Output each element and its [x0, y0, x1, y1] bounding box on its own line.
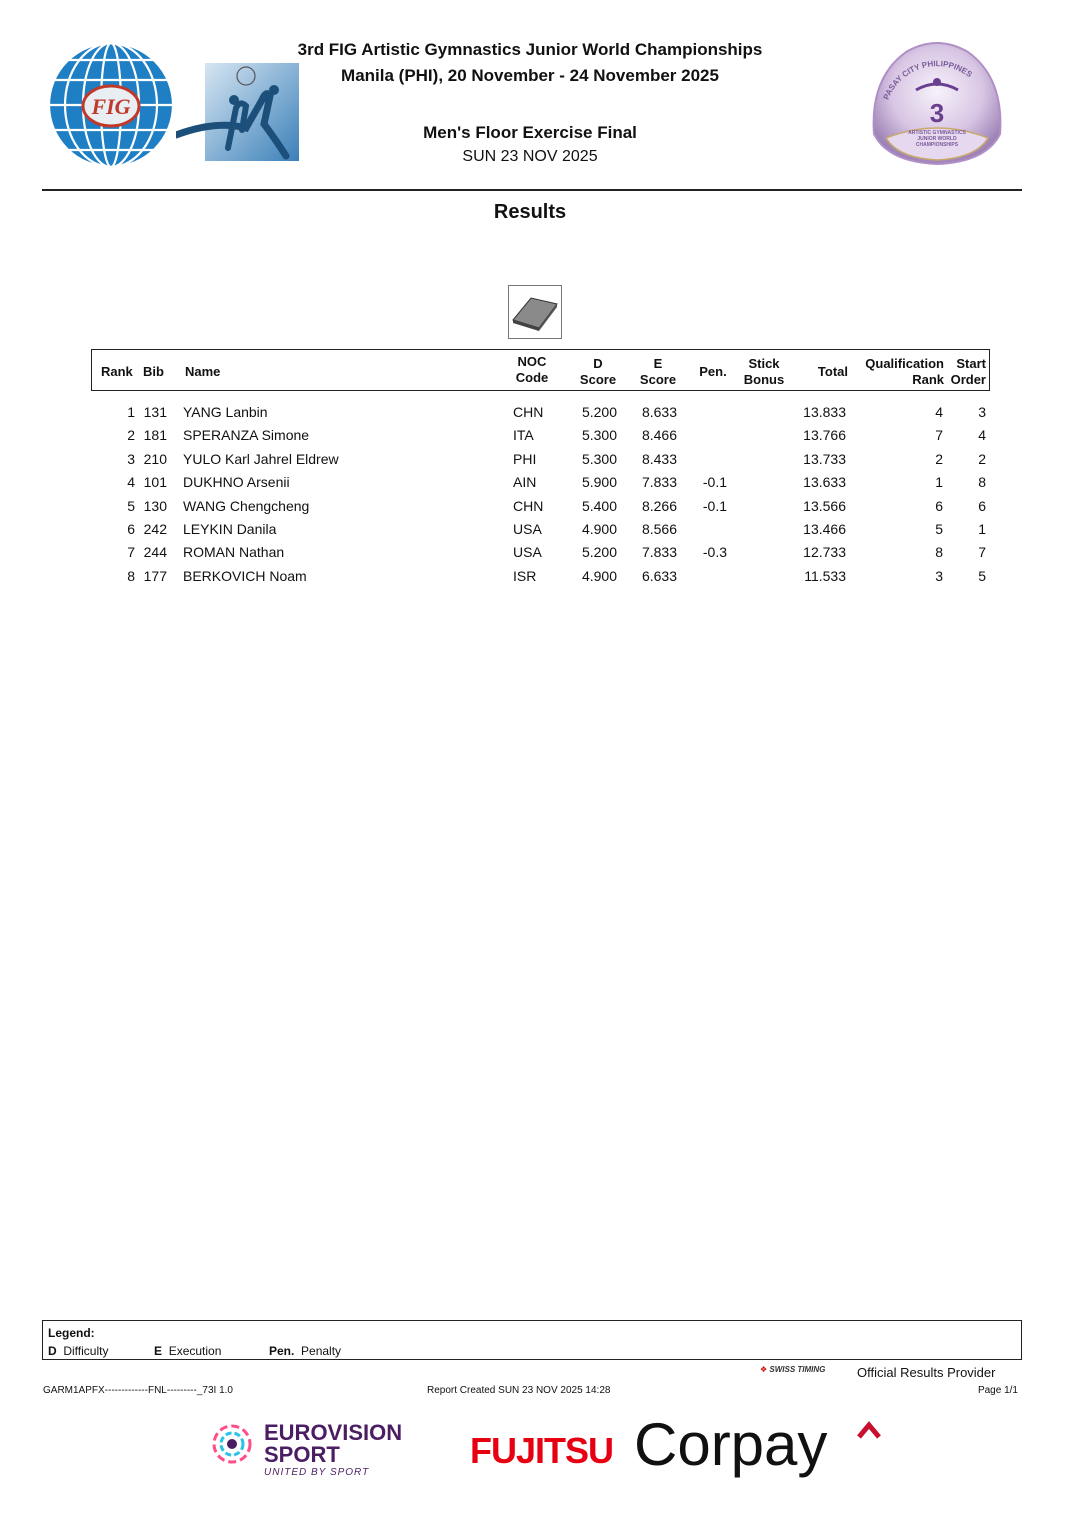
cell-rank: 8	[127, 567, 135, 584]
cell-e: 8.266	[641, 497, 677, 514]
col-rank: Rank	[101, 364, 133, 379]
cell-d: 4.900	[581, 567, 617, 584]
cell-qual: 5	[935, 521, 943, 537]
col-name: Name	[185, 364, 221, 379]
cell-name: LEYKIN Danila	[183, 521, 277, 537]
fujitsu-logo: FUJITSU	[470, 1430, 614, 1471]
cell-d: 5.200	[581, 404, 617, 420]
page-number: Page 1/1	[977, 1385, 1018, 1396]
eurovision-sport-logo: EUROVISION SPORT UNITED BY SPORT	[264, 1420, 403, 1478]
cell-e: 7.833	[641, 544, 677, 561]
cell-pen: -0.3	[702, 544, 727, 561]
cell-total: 12.733	[803, 544, 846, 561]
cell-d: 4.900	[581, 521, 617, 537]
cell-qual: 2	[935, 450, 943, 467]
cell-rank: 7	[127, 544, 135, 561]
cell-qual: 7	[935, 427, 943, 444]
cell-start: 5	[978, 567, 986, 584]
cell-bib: 130	[143, 497, 167, 514]
event-title: Men's Floor Exercise Final	[423, 123, 637, 142]
cell-total: 13.833	[803, 404, 846, 420]
cell-noc: PHI	[513, 450, 537, 467]
legend	[42, 1320, 1022, 1360]
cell-e: 8.633	[641, 404, 677, 420]
report-code: GARM1APFX-------------FNL---------_73I 1.0	[43, 1385, 233, 1396]
table-row	[91, 568, 988, 586]
legend-item-difficulty: D Difficulty	[48, 1344, 109, 1358]
cell-name: WANG Chengcheng	[183, 497, 310, 514]
cell-qual: 3	[935, 567, 943, 584]
cell-noc: CHN	[513, 404, 544, 420]
cell-d: 5.300	[581, 450, 617, 467]
cell-qual: 6	[935, 497, 943, 514]
cell-name: YANG Lanbin	[183, 404, 268, 420]
championship-logo	[866, 38, 1008, 168]
cell-start: 3	[978, 404, 986, 420]
cell-e: 8.466	[641, 427, 677, 444]
svg-text:3: 3	[929, 98, 945, 128]
championship-location-dates: Manila (PHI), 20 November - 24 November 2025	[341, 66, 719, 85]
cell-qual: 1	[935, 474, 943, 491]
cell-start: 6	[978, 497, 986, 514]
event-date: SUN 23 NOV 2025	[462, 148, 598, 165]
table-row	[91, 451, 988, 469]
cell-bib: 242	[143, 521, 167, 537]
fig-logo-text: FIG	[91, 94, 131, 119]
cell-rank: 1	[127, 404, 135, 420]
cell-qual: 8	[935, 544, 943, 561]
cell-noc: USA	[513, 544, 542, 561]
col-penalty: Pen.	[699, 364, 727, 379]
fig-logo	[46, 40, 176, 170]
championship-title: 3rd FIG Artistic Gymnastics Junior World Championships	[297, 40, 763, 59]
cell-qual: 4	[935, 404, 943, 420]
cell-name: ROMAN Nathan	[183, 544, 285, 561]
results-table-header	[91, 349, 990, 391]
header-divider	[42, 189, 1022, 191]
cell-name: BERKOVICH Noam	[183, 567, 307, 584]
corpay-logo: Corpay	[634, 1411, 828, 1478]
cell-name: SPERANZA Simone	[183, 427, 310, 444]
cell-d: 5.200	[581, 544, 617, 561]
championship-arc-text: PASAY CITY PHILIPPINES	[881, 59, 974, 102]
official-results-provider: Official Results Provider	[857, 1365, 996, 1380]
cell-noc: CHN	[513, 497, 544, 514]
cell-bib: 210	[143, 450, 167, 467]
col-bib: Bib	[143, 364, 164, 379]
corpay-caret-icon	[856, 1420, 882, 1440]
cell-bib: 131	[143, 404, 167, 420]
col-stick-bonus: Stick Bonus	[743, 356, 785, 387]
cell-total: 11.533	[804, 567, 846, 584]
col-e-score: E Score	[639, 356, 677, 387]
cell-rank: 6	[127, 521, 135, 537]
cell-e: 7.833	[641, 474, 677, 491]
cell-start: 4	[978, 427, 986, 444]
cell-e: 6.633	[641, 567, 677, 584]
swiss-timing-logo: ❖ SWISS TIMING	[760, 1365, 826, 1374]
cell-d: 5.900	[581, 474, 617, 491]
table-row	[91, 498, 988, 516]
col-noc: NOC Code	[515, 354, 549, 385]
cell-rank: 5	[127, 497, 135, 514]
table-row	[91, 544, 988, 562]
cell-total: 13.633	[803, 474, 846, 491]
eurovision-icon	[208, 1420, 256, 1468]
col-start-order: Start Order	[950, 356, 986, 387]
report-created: Report Created SUN 23 NOV 2025 14:28	[427, 1385, 611, 1396]
cell-e: 8.566	[641, 521, 677, 537]
table-row	[91, 404, 988, 422]
cell-total: 13.466	[803, 521, 846, 537]
cell-total: 13.733	[803, 450, 846, 467]
cell-noc: ISR	[513, 567, 537, 584]
cell-noc: ITA	[513, 427, 534, 444]
table-row	[91, 521, 988, 539]
col-d-score: D Score	[579, 356, 617, 387]
cell-rank: 2	[127, 427, 135, 444]
cell-noc: USA	[513, 521, 542, 537]
cell-rank: 4	[127, 474, 135, 491]
cell-pen: -0.1	[702, 474, 727, 491]
table-row	[91, 474, 988, 492]
cell-e: 8.433	[641, 450, 677, 467]
cell-d: 5.400	[581, 497, 617, 514]
cell-total: 13.766	[803, 427, 846, 444]
cell-noc: AIN	[513, 474, 537, 491]
floor-exercise-icon	[508, 285, 562, 339]
col-total: Total	[817, 364, 848, 379]
legend-item-penalty: Pen. Penalty	[269, 1344, 342, 1358]
cell-start: 1	[978, 521, 986, 537]
legend-item-execution: E Execution	[154, 1344, 222, 1358]
cell-rank: 3	[127, 450, 135, 467]
cell-name: DUKHNO Arsenii	[183, 474, 290, 491]
cell-total: 13.566	[803, 497, 846, 514]
table-row	[91, 427, 988, 445]
legend-title: Legend:	[48, 1326, 95, 1340]
cell-bib: 101	[143, 474, 167, 491]
col-qualification-rank: Qualification Rank	[865, 356, 944, 387]
cell-pen: -0.1	[702, 497, 727, 514]
championship-logo-text: ARTISTIC GYMNASTICS JUNIOR WORLD CHAMPIONSHIPS	[908, 130, 966, 148]
results-heading: Results	[493, 201, 567, 223]
cell-name: YULO Karl Jahrel Eldrew	[183, 450, 339, 467]
cell-d: 5.300	[581, 427, 617, 444]
cell-start: 7	[978, 544, 986, 561]
cell-start: 2	[978, 450, 986, 467]
cell-bib: 177	[143, 567, 167, 584]
cell-start: 8	[978, 474, 986, 491]
cell-bib: 244	[143, 544, 167, 561]
cell-bib: 181	[143, 427, 167, 444]
